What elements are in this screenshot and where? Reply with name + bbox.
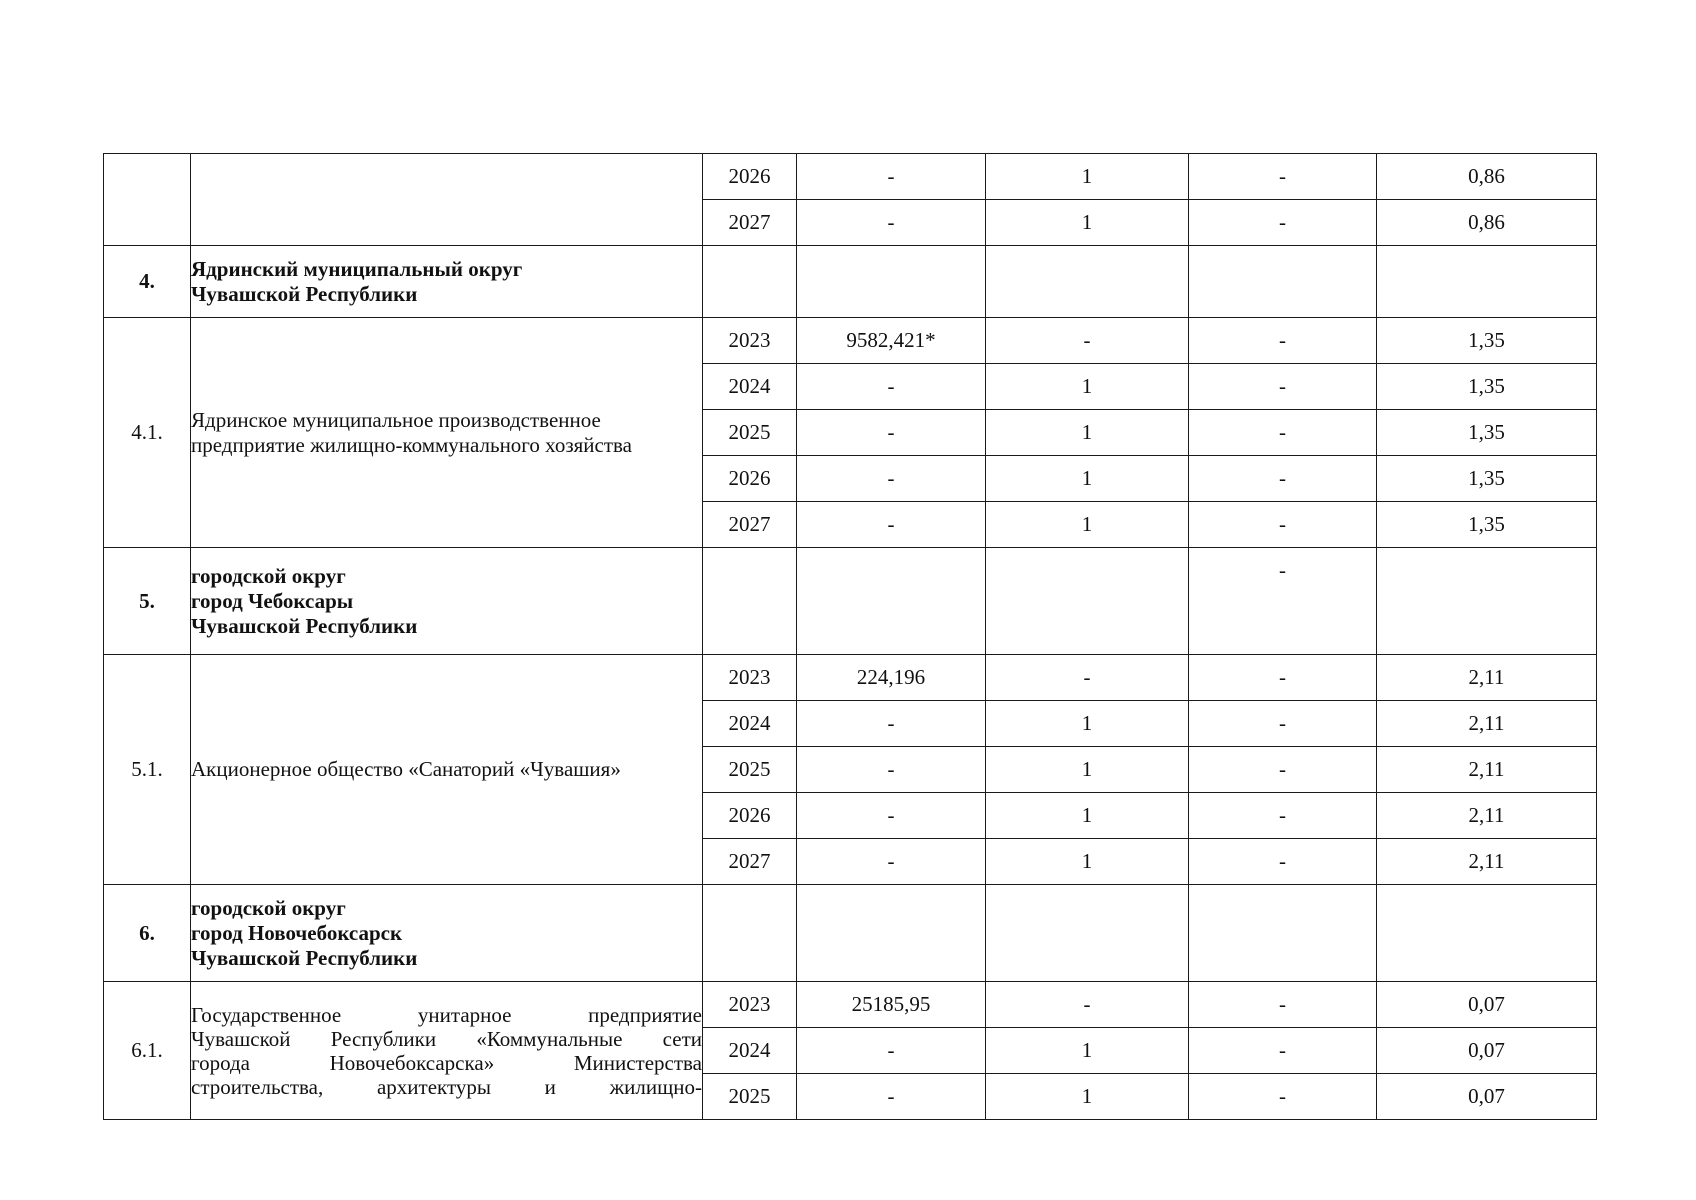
empty-cell bbox=[797, 246, 986, 318]
value-cell-3: - bbox=[1189, 200, 1377, 246]
value-cell-1: - bbox=[797, 364, 986, 410]
value-cell-4: 0,86 bbox=[1377, 200, 1597, 246]
organization-name-line: Ядринское муниципальное производственное bbox=[191, 407, 601, 432]
item-number: 4.1. bbox=[104, 318, 191, 548]
section-name-line: Ядринский муниципальный округ bbox=[191, 256, 523, 281]
year-cell: 2024 bbox=[703, 701, 797, 747]
year-cell: 2024 bbox=[703, 364, 797, 410]
value-cell-1: - bbox=[797, 154, 986, 200]
item-number: 5.1. bbox=[104, 655, 191, 885]
year-cell: 2026 bbox=[703, 154, 797, 200]
value-cell-3: - bbox=[1189, 410, 1377, 456]
year-cell: 2023 bbox=[703, 318, 797, 364]
value-cell-4: 2,11 bbox=[1377, 701, 1597, 747]
section-name-line: городской округ bbox=[191, 895, 346, 920]
year-cell: 2027 bbox=[703, 200, 797, 246]
empty-cell bbox=[703, 246, 797, 318]
empty-cell bbox=[797, 885, 986, 982]
empty-cell bbox=[986, 246, 1189, 318]
value-cell-4: 2,11 bbox=[1377, 793, 1597, 839]
value-cell-1: - bbox=[797, 200, 986, 246]
value-cell-3: - bbox=[1189, 982, 1377, 1028]
section-number: 4. bbox=[104, 246, 191, 318]
year-cell: 2027 bbox=[703, 839, 797, 885]
value-cell-3: - bbox=[1189, 154, 1377, 200]
year-cell: 2026 bbox=[703, 456, 797, 502]
year-cell: 2025 bbox=[703, 410, 797, 456]
empty-cell bbox=[1189, 246, 1377, 318]
section-number: 6. bbox=[104, 885, 191, 982]
section-name-line: Чувашской Республики bbox=[191, 613, 418, 638]
value-cell-4: 1,35 bbox=[1377, 456, 1597, 502]
value-cell-3: - bbox=[1189, 793, 1377, 839]
value-cell-4: 0,07 bbox=[1377, 1074, 1597, 1120]
value-cell-4: 1,35 bbox=[1377, 364, 1597, 410]
value-cell-4: 1,35 bbox=[1377, 318, 1597, 364]
year-cell: 2023 bbox=[703, 655, 797, 701]
organization-name: Акционерное общество «Санаторий «Чувашия» bbox=[191, 655, 703, 885]
value-cell-1: - bbox=[797, 747, 986, 793]
year-cell: 2027 bbox=[703, 502, 797, 548]
section-number: 5. bbox=[104, 548, 191, 655]
section-row bbox=[104, 246, 1597, 318]
empty-cell bbox=[986, 885, 1189, 982]
empty-cell bbox=[703, 548, 797, 655]
value-cell-2: 1 bbox=[986, 839, 1189, 885]
value-cell-3: - bbox=[1189, 456, 1377, 502]
value-cell-1: - bbox=[797, 1028, 986, 1074]
value-cell-2: 1 bbox=[986, 502, 1189, 548]
empty-cell bbox=[1377, 246, 1597, 318]
value-cell-4: 2,11 bbox=[1377, 747, 1597, 793]
value-cell-3: - bbox=[1189, 548, 1377, 655]
value-cell-1: 9582,421* bbox=[797, 318, 986, 364]
organization-name-line: Чувашской Республики «Коммунальные сети bbox=[191, 1026, 702, 1051]
section-name bbox=[191, 885, 703, 982]
organization-name bbox=[191, 318, 703, 548]
value-cell-1: - bbox=[797, 701, 986, 747]
empty-cell bbox=[1189, 885, 1377, 982]
value-cell-3: - bbox=[1189, 747, 1377, 793]
value-cell-3: - bbox=[1189, 364, 1377, 410]
value-cell-2: 1 bbox=[986, 1074, 1189, 1120]
section-name-line: город Чебоксары bbox=[191, 588, 354, 613]
value-cell-2: 1 bbox=[986, 364, 1189, 410]
value-cell-4: 0,07 bbox=[1377, 1028, 1597, 1074]
value-cell-1: - bbox=[797, 410, 986, 456]
section-name-line: город Новочебоксарск bbox=[191, 920, 403, 945]
organization-name-line: города Новочебоксарска» Министерства bbox=[191, 1050, 702, 1075]
value-cell-4: 0,86 bbox=[1377, 154, 1597, 200]
value-cell-2: 1 bbox=[986, 456, 1189, 502]
value-cell-1: - bbox=[797, 456, 986, 502]
value-cell-3: - bbox=[1189, 655, 1377, 701]
value-cell-1: - bbox=[797, 793, 986, 839]
value-cell-3: - bbox=[1189, 701, 1377, 747]
year-cell: 2025 bbox=[703, 1074, 797, 1120]
value-cell-2: 1 bbox=[986, 1028, 1189, 1074]
table-row bbox=[104, 154, 1597, 200]
value-cell-2: 1 bbox=[986, 747, 1189, 793]
value-cell-2: - bbox=[986, 655, 1189, 701]
value-cell-2: 1 bbox=[986, 701, 1189, 747]
value-cell-4: 1,35 bbox=[1377, 410, 1597, 456]
value-cell-2: - bbox=[986, 982, 1189, 1028]
year-cell: 2025 bbox=[703, 747, 797, 793]
section-name bbox=[191, 548, 703, 655]
table-row bbox=[104, 318, 1597, 364]
value-cell-3: - bbox=[1189, 1074, 1377, 1120]
value-cell-4: 2,11 bbox=[1377, 655, 1597, 701]
section-row bbox=[104, 885, 1597, 982]
organization-name bbox=[191, 982, 703, 1120]
year-cell: 2024 bbox=[703, 1028, 797, 1074]
value-cell-3: - bbox=[1189, 318, 1377, 364]
empty-cell bbox=[703, 885, 797, 982]
value-cell-4: 2,11 bbox=[1377, 839, 1597, 885]
section-row bbox=[104, 548, 1597, 655]
organization-name-line: предприятие жилищно-коммунального хозяйства bbox=[191, 432, 632, 457]
year-cell: 2026 bbox=[703, 793, 797, 839]
value-cell-3: - bbox=[1189, 839, 1377, 885]
value-cell-3: - bbox=[1189, 502, 1377, 548]
section-name-line: Чувашской Республики bbox=[191, 945, 418, 970]
name-cell bbox=[191, 154, 703, 246]
organization-name-line: строительства, архитектуры и жилищно- bbox=[191, 1074, 702, 1099]
number-cell bbox=[104, 154, 191, 246]
value-cell-2: 1 bbox=[986, 200, 1189, 246]
section-name-line: Чувашской Республики bbox=[191, 281, 418, 306]
table-row bbox=[104, 982, 1597, 1028]
section-name bbox=[191, 246, 703, 318]
empty-cell bbox=[797, 548, 986, 655]
year-cell: 2023 bbox=[703, 982, 797, 1028]
value-cell-2: 1 bbox=[986, 154, 1189, 200]
value-cell-2: 1 bbox=[986, 410, 1189, 456]
value-cell-1: - bbox=[797, 502, 986, 548]
table-row bbox=[104, 655, 1597, 701]
item-number: 6.1. bbox=[104, 982, 191, 1120]
value-cell-3: - bbox=[1189, 1028, 1377, 1074]
value-cell-4: 1,35 bbox=[1377, 502, 1597, 548]
indicators-table bbox=[103, 153, 1597, 1120]
value-cell-4: 0,07 bbox=[1377, 982, 1597, 1028]
value-cell-1: 25185,95 bbox=[797, 982, 986, 1028]
empty-cell bbox=[1377, 885, 1597, 982]
value-cell-1: - bbox=[797, 1074, 986, 1120]
organization-name-line: Государственное унитарное предприятие bbox=[191, 1002, 702, 1027]
value-cell-1: - bbox=[797, 839, 986, 885]
section-name-line: городской округ bbox=[191, 563, 346, 588]
value-cell-2: - bbox=[986, 318, 1189, 364]
empty-cell bbox=[986, 548, 1189, 655]
empty-cell bbox=[1377, 548, 1597, 655]
value-cell-1: 224,196 bbox=[797, 655, 986, 701]
value-cell-2: 1 bbox=[986, 793, 1189, 839]
